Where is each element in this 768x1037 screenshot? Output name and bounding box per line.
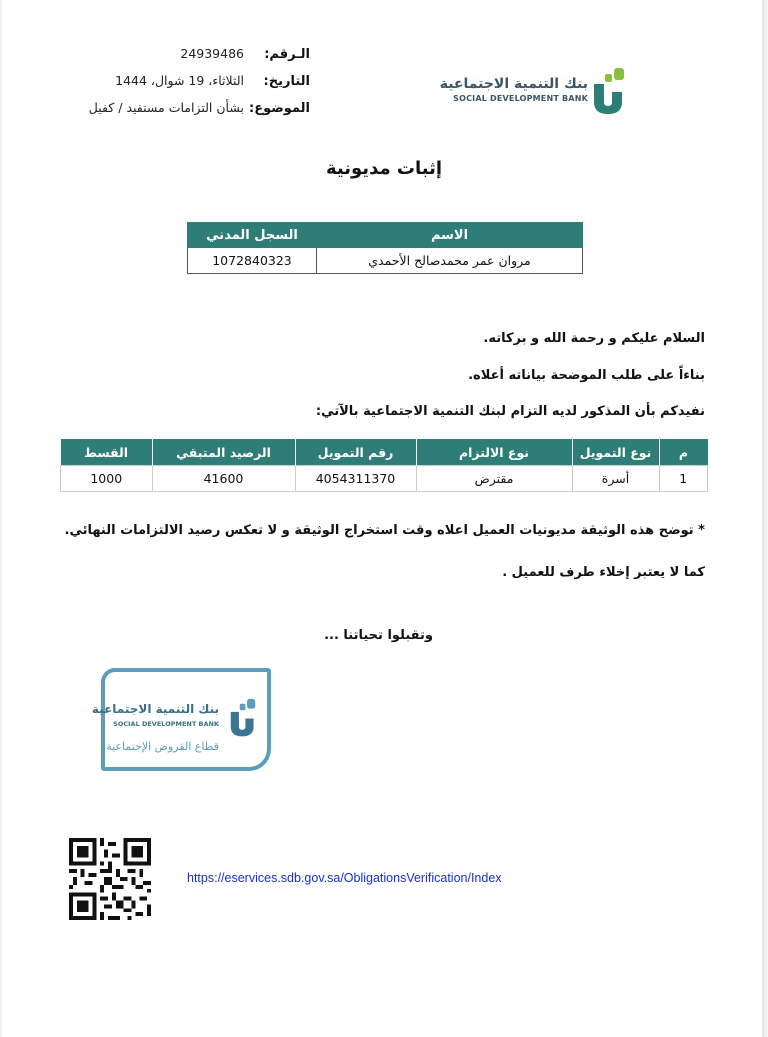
logo-text bbox=[440, 76, 588, 103]
greeting-text: السلام عليكم و رحمة الله و بركاته. bbox=[483, 331, 705, 346]
table-row bbox=[61, 466, 708, 492]
qr-code-icon bbox=[68, 838, 152, 920]
request-text: بناءاً على طلب الموضحة بياناته أعلاه. bbox=[468, 368, 705, 383]
closing-text: وتقبلوا تحياتنا ... bbox=[324, 628, 433, 643]
document-title: إثبات مديونية bbox=[326, 158, 442, 179]
meta-subject-row bbox=[60, 100, 310, 127]
header-installment: القسط bbox=[61, 439, 153, 466]
bank-logo bbox=[439, 62, 628, 118]
meta-number-row bbox=[60, 46, 310, 73]
clearance-note: كما لا يعتبر إخلاء طرف للعميل . bbox=[502, 565, 705, 580]
beneficiary-table bbox=[187, 222, 583, 274]
obligations-table bbox=[60, 439, 708, 492]
stamp-name-en: SOCIAL DEVELOPMENT BANK bbox=[113, 720, 219, 728]
document-meta bbox=[60, 46, 310, 127]
cell-remaining-balance: 41600 bbox=[152, 466, 295, 492]
header-index: م bbox=[659, 439, 708, 466]
beneficiary-name: مروان عمر محمدصالح الأحمدي bbox=[317, 248, 583, 274]
header-name: الاسم bbox=[317, 223, 583, 248]
cell-obligation-type: مقترض bbox=[416, 466, 572, 492]
meta-number-value: 24939486 bbox=[180, 46, 244, 61]
obligation-intro-text: نفيدكم بأن المذكور لديه التزام لبنك التنمية الاجتماعية بالآتي: bbox=[315, 404, 705, 419]
beneficiary-civil-id: 1072840323 bbox=[188, 248, 317, 274]
header-remaining-balance: الرصيد المتبقي bbox=[152, 439, 295, 466]
logo-name-en: SOCIAL DEVELOPMENT BANK bbox=[453, 94, 588, 103]
cell-finance-type: أسرة bbox=[572, 466, 659, 492]
header-civil-id: السجل المدني bbox=[188, 223, 317, 248]
meta-subject-label: الموضوع: bbox=[249, 101, 310, 116]
header-finance-number: رقم التمويل bbox=[295, 439, 416, 466]
bank-stamp bbox=[91, 668, 271, 771]
stamp-name-ar: بنك التنمية الاجتماعية bbox=[91, 702, 219, 716]
cell-index: 1 bbox=[659, 466, 708, 492]
header-finance-type: نوع التمويل bbox=[572, 439, 659, 466]
meta-subject-value: بشأن التزامات مستفيد / كفيل bbox=[88, 100, 244, 115]
cell-finance-number: 4054311370 bbox=[295, 466, 416, 492]
table-header-row bbox=[61, 439, 708, 466]
disclaimer-note: * توضح هذه الوثيقة مديونيات العميل اعلاه وقت استخراج الوثيقة و لا تعكس رصيد الالتزامات النهائي. bbox=[64, 523, 705, 538]
meta-number-label: الـرقم: bbox=[264, 47, 310, 62]
logo-name-ar: بنك التنمية الاجتماعية bbox=[439, 76, 588, 92]
table-row bbox=[188, 248, 583, 274]
meta-date-row bbox=[60, 73, 310, 100]
stamp-sector: قطاع القروض الإجتماعية bbox=[106, 740, 219, 753]
cell-installment: 1000 bbox=[61, 466, 153, 492]
verification-link[interactable]: https://eservices.sdb.gov.sa/ObligationsVerification/Index bbox=[187, 871, 502, 885]
stamp-logo-icon bbox=[227, 694, 259, 738]
meta-date-value: الثلاثاء، 19 شوال، 1444 bbox=[115, 73, 244, 88]
header-obligation-type: نوع الالتزام bbox=[416, 439, 572, 466]
page-right-edge bbox=[762, 0, 768, 1037]
bank-logo-icon bbox=[590, 62, 628, 116]
table-header-row bbox=[188, 223, 583, 248]
page-left-edge bbox=[0, 0, 2, 1037]
meta-date-label: التاريخ: bbox=[263, 74, 310, 89]
